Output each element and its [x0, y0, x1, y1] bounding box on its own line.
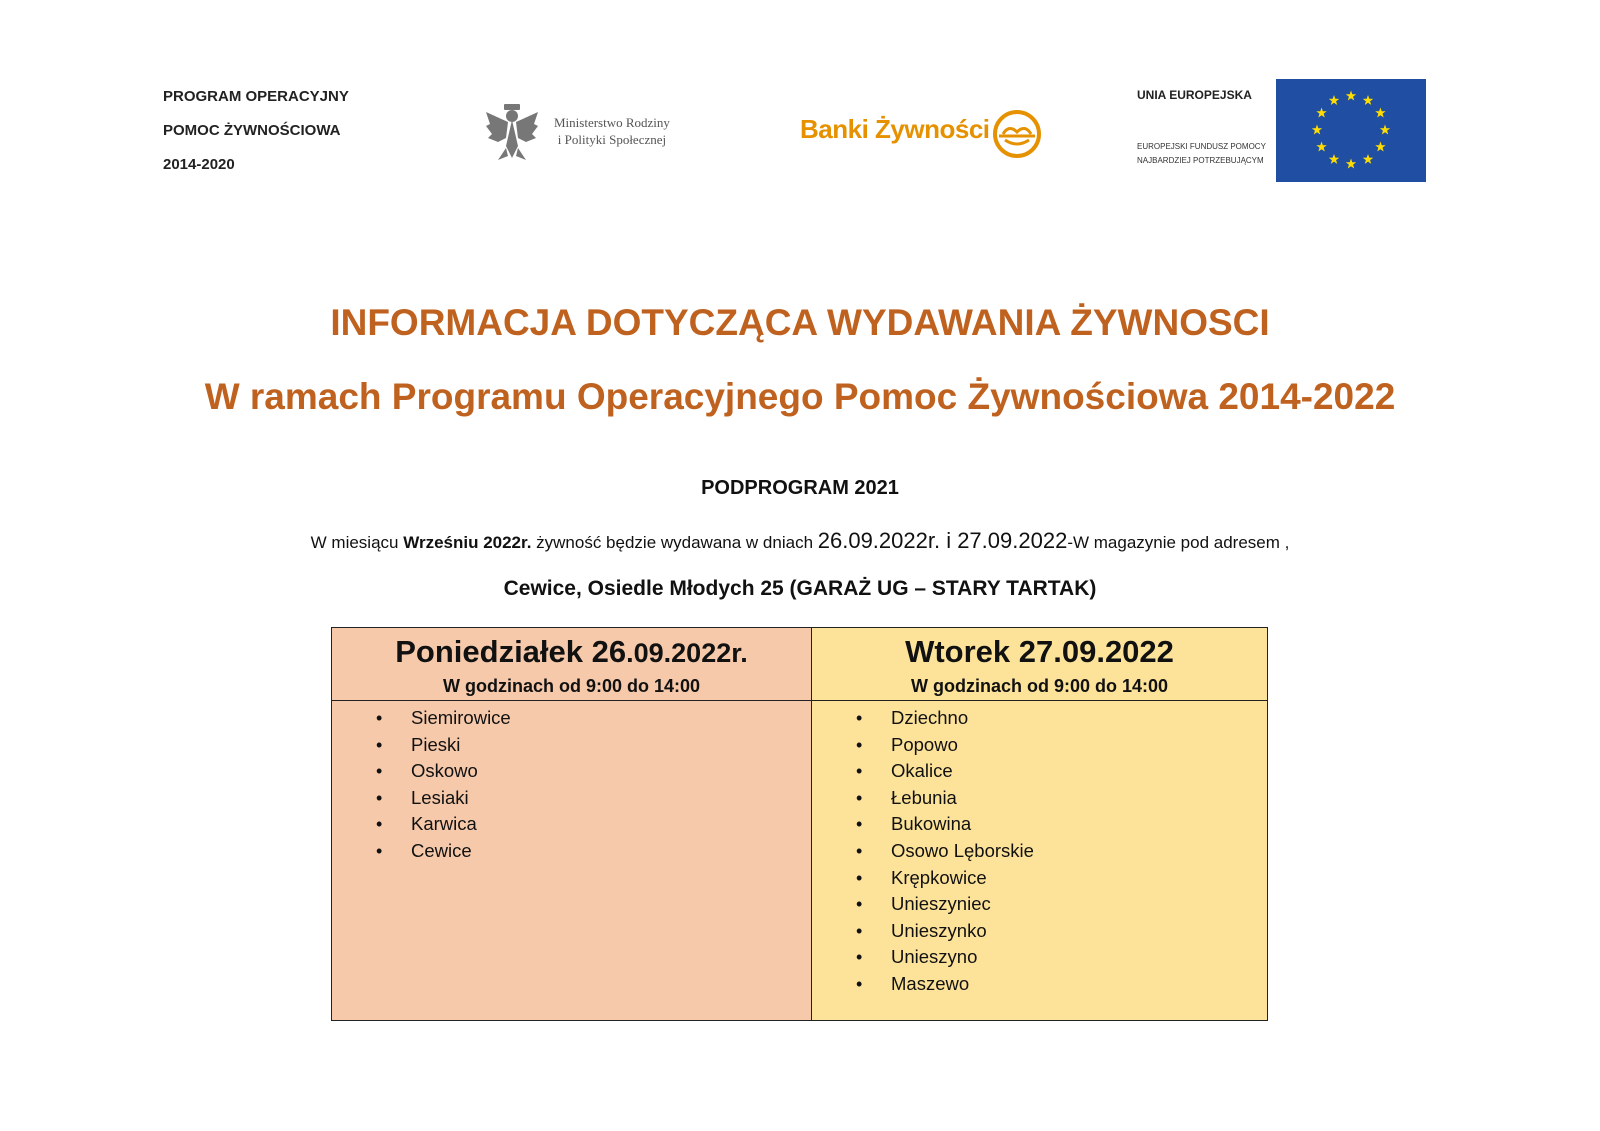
eu-fund-label: EUROPEJSKI FUNDUSZ POMOCY NAJBARDZIEJ POTRZEBUJĄCYM	[1137, 142, 1266, 165]
list-item: • Osowo Lęborskie	[812, 838, 1267, 865]
list-item: • Unieszyno	[812, 944, 1267, 971]
eu-star-icon	[1375, 108, 1385, 118]
hours-label: W godzinach od 9:00 do 14:00	[442, 676, 701, 696]
eu-star-icon	[1380, 125, 1390, 135]
list-item: • Lesiaki	[332, 785, 811, 812]
polish-eagle-emblem-icon	[484, 102, 540, 162]
eu-title: UNIA EUROPEJSKA	[1137, 88, 1252, 102]
eu-star-icon	[1316, 142, 1326, 152]
distribution-month: Wrześniu 2022r.	[403, 533, 532, 552]
eu-flag-icon	[1276, 79, 1426, 182]
list-item: • Popowo	[812, 732, 1267, 759]
distribution-dates: 26.09.2022r. i 27.09.2022	[817, 528, 1068, 553]
subtitle: W ramach Programu Operacyjnego Pomoc Żywnościowa 2014-2022	[204, 376, 1396, 417]
podprogram-heading: PODPROGRAM 2021	[701, 477, 899, 499]
eu-star-icon	[1346, 91, 1356, 101]
list-item: • Siemirowice	[332, 705, 811, 732]
warehouse-address: Cewice, Osiedle Młodych 25 (GARAŻ UG – STARY TARTAK)	[503, 577, 1097, 600]
ministry-name: Ministerstwo Rodziny i Polityki Społecznej	[554, 115, 670, 147]
eu-star-icon	[1316, 108, 1326, 118]
banki-zywnosci-logo-icon	[991, 108, 1043, 160]
list-item: • Pieski	[332, 732, 811, 759]
list-item: • Cewice	[332, 838, 811, 865]
program-line: PROGRAM OPERACYJNY	[163, 88, 349, 105]
list-item: • Oskowo	[332, 758, 811, 785]
distribution-info: W miesiącu Wrześniu 2022r. żywność będzie wydawana w dniach 26.09.2022r. i 27.09.2022-W magazynie pod adresem ,	[310, 528, 1290, 553]
column-header	[332, 628, 811, 701]
day-label: Poniedziałek 26.09.2022r.	[395, 634, 748, 669]
eu-star-icon	[1375, 142, 1385, 152]
schedule-column-tuesday	[812, 628, 1267, 1020]
eu-star-icon	[1329, 95, 1339, 105]
list-item: • Bukowina	[812, 811, 1267, 838]
list-item: • Łebunia	[812, 785, 1267, 812]
places-list	[812, 701, 1267, 998]
eu-star-icon	[1312, 125, 1322, 135]
list-item: • Krępkowice	[812, 865, 1267, 892]
program-title-block	[163, 80, 349, 182]
eu-star-icon	[1363, 154, 1373, 164]
eu-star-icon	[1363, 95, 1373, 105]
list-item: • Dziechno	[812, 705, 1267, 732]
main-title: INFORMACJA DOTYCZĄCA WYDAWANIA ŻYWNOSCI	[330, 302, 1270, 343]
places-list	[332, 701, 811, 865]
list-item: • Unieszyniec	[812, 891, 1267, 918]
list-item: • Karwica	[332, 811, 811, 838]
program-line: POMOC ŻYWNOŚCIOWA	[163, 122, 341, 139]
hours-label: W godzinach od 9:00 do 14:00	[910, 676, 1169, 696]
schedule-table	[331, 627, 1268, 1021]
column-header	[812, 628, 1267, 701]
banki-name: Banki Żywności	[800, 114, 990, 144]
ministry-logo	[484, 102, 694, 162]
schedule-column-monday	[332, 628, 812, 1020]
program-line: 2014-2020	[163, 156, 235, 173]
eu-star-icon	[1346, 159, 1356, 169]
list-item: • Okalice	[812, 758, 1267, 785]
day-label: Wtorek 27.09.2022	[905, 634, 1174, 669]
list-item: • Maszewo	[812, 971, 1267, 998]
eu-star-icon	[1329, 154, 1339, 164]
list-item: • Unieszynko	[812, 918, 1267, 945]
